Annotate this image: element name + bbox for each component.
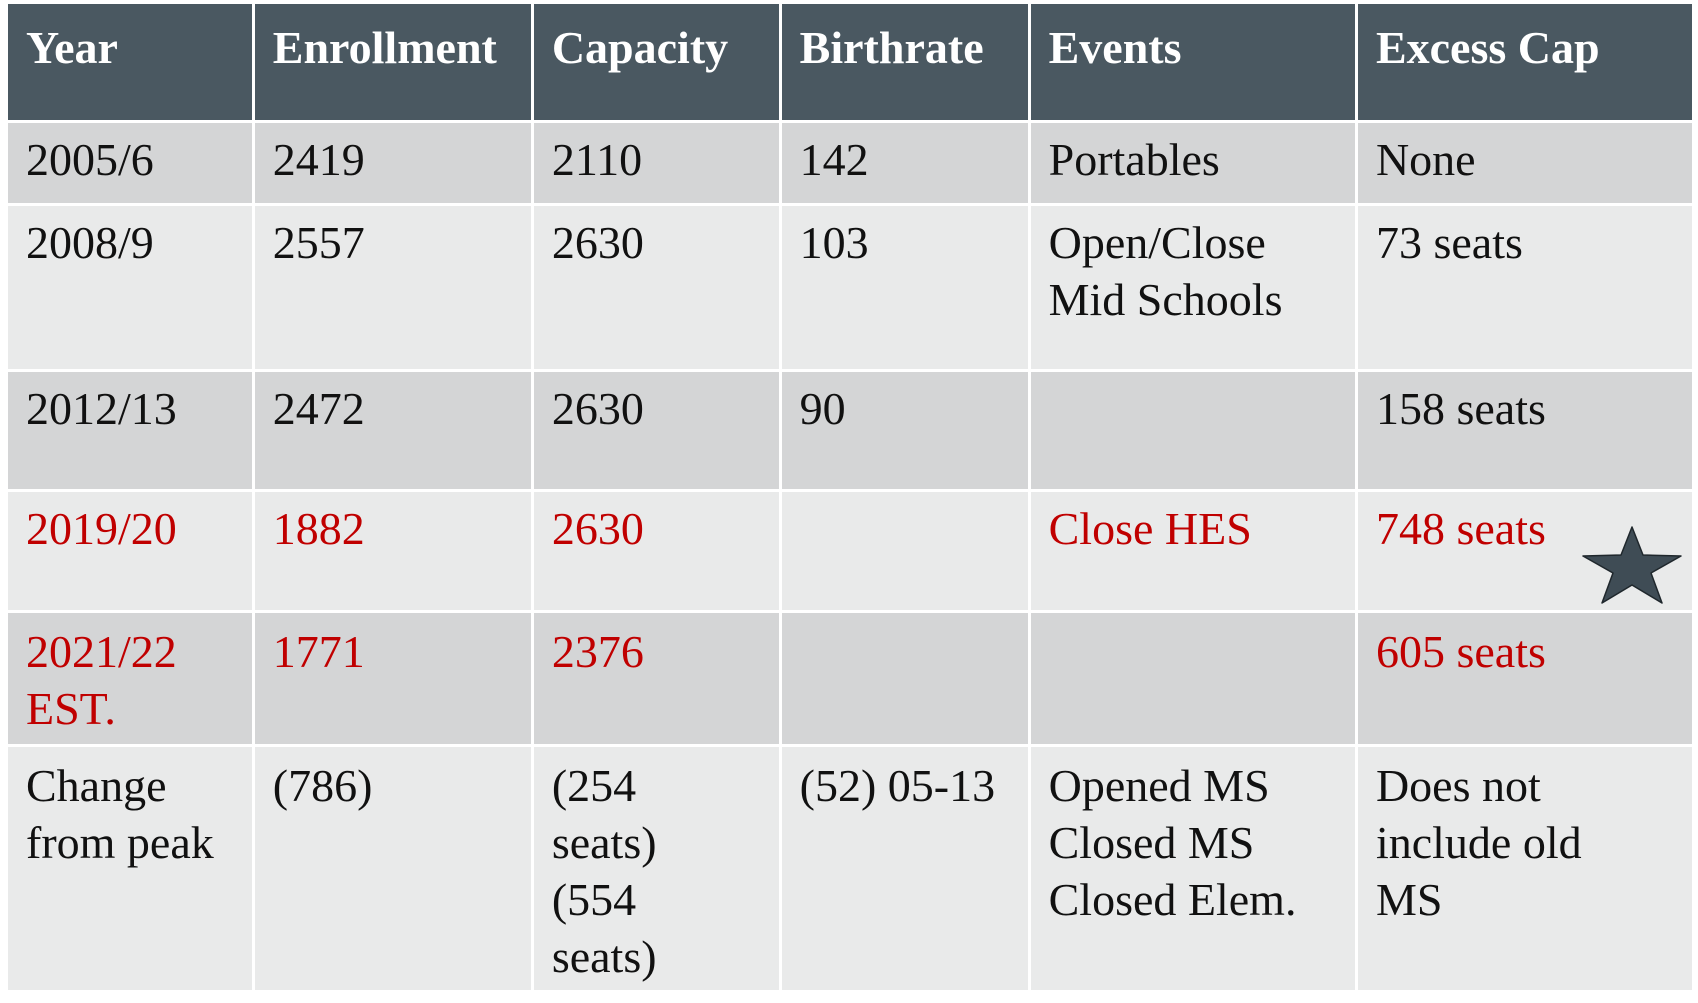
header-year: Year <box>8 4 252 120</box>
cell-events <box>1031 747 1355 990</box>
cell-events <box>1031 372 1355 489</box>
cell-excess-cap-line: Does not <box>1375 760 1541 811</box>
cell-year <box>8 747 252 990</box>
cell-events <box>1031 613 1355 744</box>
cell-events-line: Open/Close <box>1048 217 1266 268</box>
cell-enrollment <box>255 206 531 369</box>
cell-enrollment-line: 1882 <box>272 503 365 554</box>
cell-year-line: 2008/9 <box>26 217 154 268</box>
cell-year <box>8 613 252 744</box>
table-row <box>8 613 1692 744</box>
cell-birthrate-line: 142 <box>799 134 869 185</box>
header-events: Events <box>1031 4 1355 120</box>
table-body <box>8 123 1692 990</box>
header-enrollment: Enrollment <box>255 4 531 120</box>
cell-events <box>1031 206 1355 369</box>
cell-capacity-line: seats) <box>551 817 657 868</box>
cell-enrollment-line: 2557 <box>272 217 365 268</box>
cell-capacity-line: 2630 <box>551 217 644 268</box>
cell-year-line: from peak <box>26 817 214 868</box>
cell-events-line: Opened MS <box>1048 760 1270 811</box>
table-row <box>8 123 1692 203</box>
cell-excess-cap-line: include old <box>1375 817 1582 868</box>
cell-birthrate-line: 103 <box>799 217 869 268</box>
cell-enrollment-line: 2419 <box>272 134 365 185</box>
cell-capacity <box>534 492 779 610</box>
cell-birthrate <box>782 613 1028 744</box>
cell-year <box>8 123 252 203</box>
table-row <box>8 747 1692 990</box>
cell-events-line: Close HES <box>1048 503 1252 554</box>
cell-events-line: Closed MS <box>1048 817 1255 868</box>
cell-capacity-line: 2376 <box>551 626 644 677</box>
cell-events <box>1031 492 1355 610</box>
star-polygon <box>1583 527 1681 603</box>
cell-excess-cap-line: 73 seats <box>1375 217 1523 268</box>
cell-birthrate <box>782 747 1028 990</box>
cell-year <box>8 492 252 610</box>
cell-year-line: 2021/22 <box>26 626 177 677</box>
cell-capacity-line: 2630 <box>551 503 644 554</box>
cell-enrollment-line: 2472 <box>272 383 365 434</box>
cell-capacity <box>534 372 779 489</box>
cell-excess-cap <box>1358 747 1692 990</box>
enrollment-capacity-table <box>5 1 1695 993</box>
cell-excess-cap <box>1358 613 1692 744</box>
table-row <box>8 206 1692 369</box>
cell-birthrate-line: 90 <box>799 383 846 434</box>
cell-excess-cap-line: 605 seats <box>1375 626 1546 677</box>
cell-enrollment-line: (786) <box>272 760 373 811</box>
cell-excess-cap-line: 748 seats <box>1375 503 1546 554</box>
star-icon <box>1580 524 1684 606</box>
cell-capacity-line: 2110 <box>551 134 643 185</box>
cell-capacity-line: (554 <box>551 874 637 925</box>
cell-events <box>1031 123 1355 203</box>
header-birthrate: Birthrate <box>782 4 1028 120</box>
cell-excess-cap <box>1358 123 1692 203</box>
header-row <box>8 4 1692 120</box>
cell-capacity-line: 2630 <box>551 383 644 434</box>
cell-events-line: Mid Schools <box>1048 274 1283 325</box>
cell-excess-cap-line: None <box>1375 134 1476 185</box>
table-row <box>8 372 1692 489</box>
cell-year-line: EST. <box>26 683 116 734</box>
cell-birthrate-line: (52) 05-13 <box>799 760 996 811</box>
cell-events-line: Portables <box>1048 134 1220 185</box>
cell-birthrate <box>782 123 1028 203</box>
cell-year-line: Change <box>26 760 167 811</box>
cell-birthrate <box>782 372 1028 489</box>
cell-birthrate <box>782 206 1028 369</box>
cell-birthrate <box>782 492 1028 610</box>
cell-capacity-line: (254 <box>551 760 637 811</box>
cell-enrollment <box>255 372 531 489</box>
star-shape <box>1580 524 1684 606</box>
cell-capacity-line: seats) <box>551 931 657 982</box>
header-capacity: Capacity <box>534 4 779 120</box>
cell-enrollment <box>255 123 531 203</box>
cell-year-line: 2005/6 <box>26 134 154 185</box>
cell-capacity <box>534 206 779 369</box>
cell-year-line: 2019/20 <box>26 503 177 554</box>
cell-events-line: Closed Elem. <box>1048 874 1297 925</box>
cell-enrollment <box>255 747 531 990</box>
cell-excess-cap-line: MS <box>1375 874 1443 925</box>
cell-year <box>8 372 252 489</box>
cell-excess-cap-line: 158 seats <box>1375 383 1546 434</box>
cell-capacity <box>534 123 779 203</box>
header-excess-cap: Excess Cap <box>1358 4 1692 120</box>
cell-capacity <box>534 747 779 990</box>
cell-excess-cap <box>1358 372 1692 489</box>
table-row <box>8 492 1692 610</box>
cell-year <box>8 206 252 369</box>
cell-enrollment <box>255 613 531 744</box>
cell-year-line: 2012/13 <box>26 383 177 434</box>
cell-enrollment <box>255 492 531 610</box>
cell-enrollment-line: 1771 <box>272 626 365 677</box>
cell-excess-cap <box>1358 206 1692 369</box>
cell-capacity <box>534 613 779 744</box>
